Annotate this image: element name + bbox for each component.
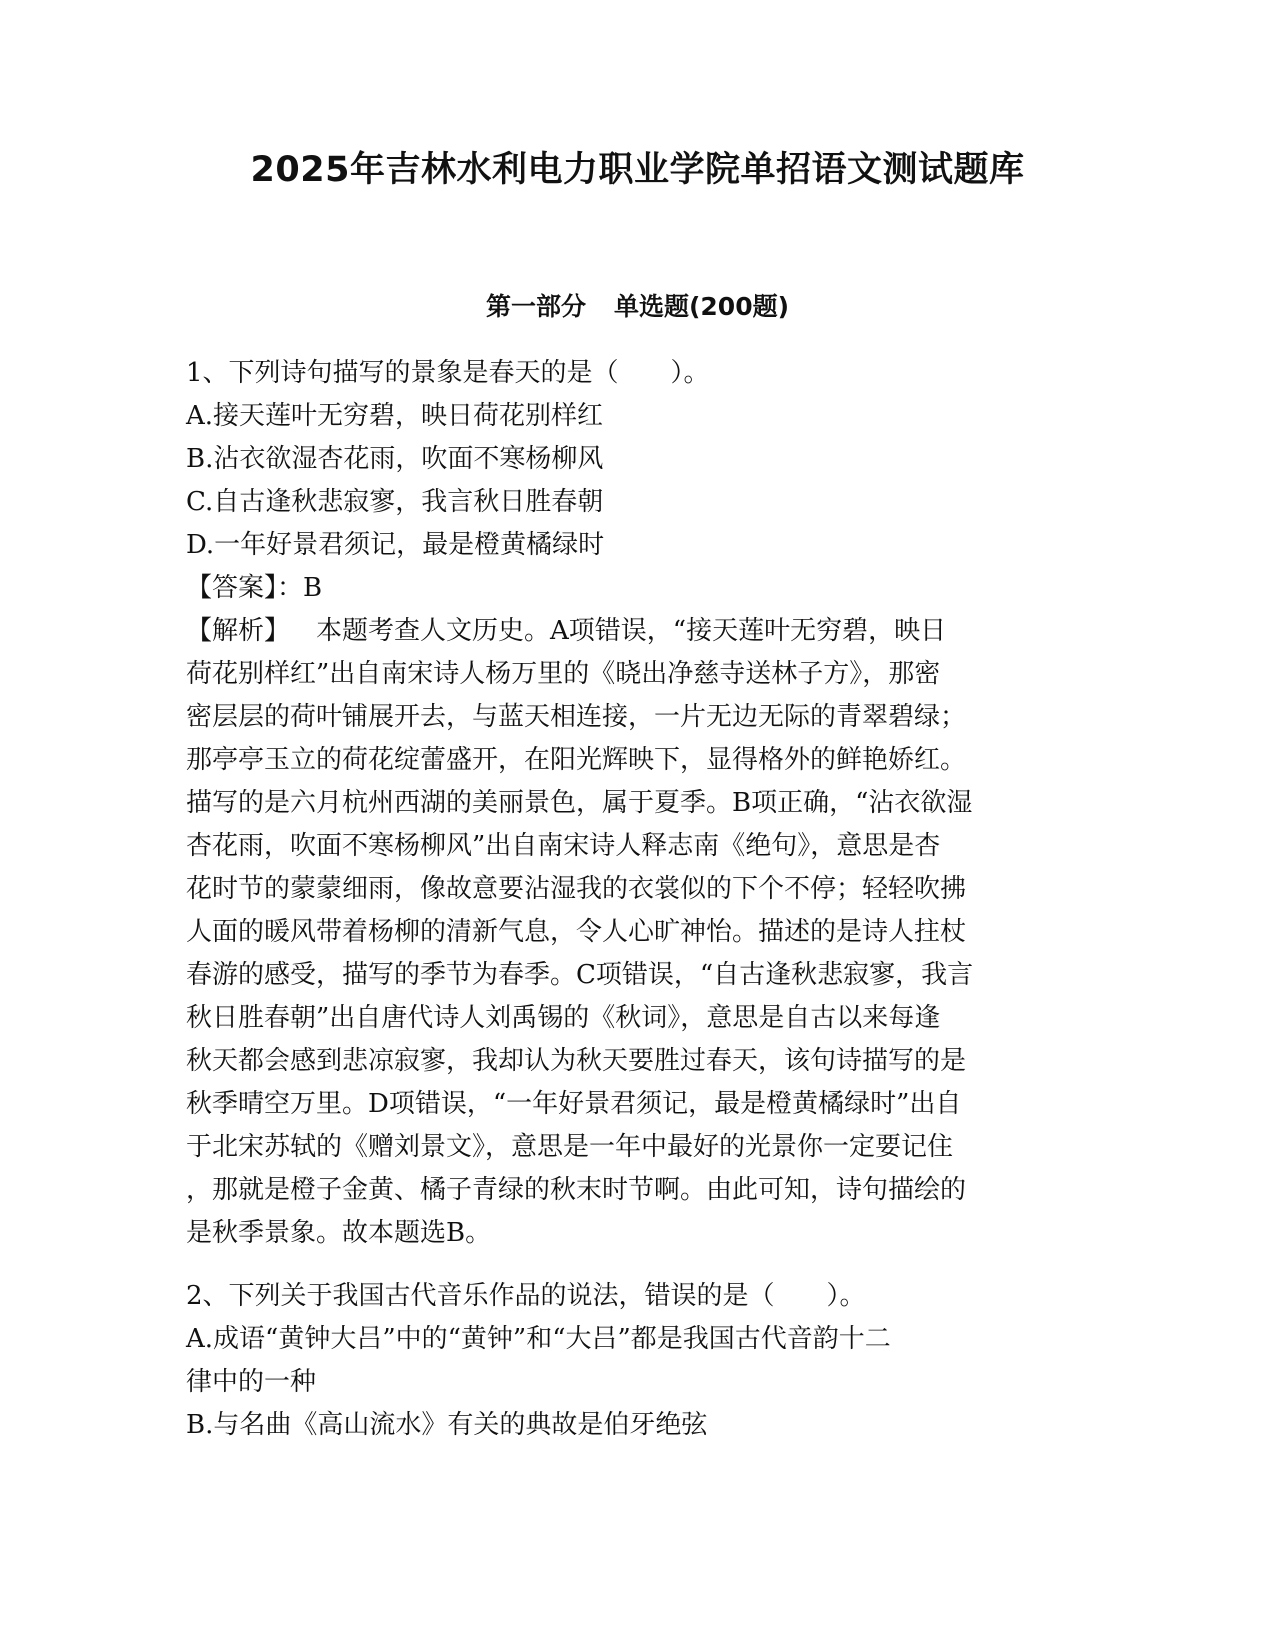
document-title: 2025年吉林水利电力职业学院单招语文测试题库	[250, 150, 1025, 190]
section-label: 第一部分	[485, 292, 586, 321]
analysis-line: 人面的暖风带着杨柳的清新气息，令人心旷神怡。描述的是诗人拄杖	[186, 917, 967, 947]
option-b: B.沾衣欲湿杏花雨，吹面不寒杨柳风	[186, 444, 604, 474]
answer-value: B	[303, 573, 323, 603]
analysis-line: 秋天都会感到悲凉寂寥，我却认为秋天要胜过春天，该句诗描写的是	[186, 1046, 967, 1076]
option-b: B.与名曲《高山流水》有关的典故是伯牙绝弦	[186, 1410, 708, 1440]
analysis-line: 荷花别样红”出自南宋诗人杨万里的《晓出净慈寺送林子方》，那密	[186, 659, 941, 689]
analysis-label: 【解析】	[186, 616, 291, 646]
analysis-line	[186, 610, 1086, 653]
question-1	[186, 352, 1086, 1255]
answer-label: 【答案】：	[186, 573, 304, 603]
analysis-line: 秋季晴空万里。D项错误，“一年好景君须记，最是橙黄橘绿时”出自	[186, 1089, 962, 1119]
analysis-line: 是秋季景象。故本题选B。	[186, 1218, 492, 1248]
analysis-line: 花时节的蒙蒙细雨，像故意要沾湿我的衣裳似的下个不停；轻轻吹拂	[186, 874, 967, 904]
question-2	[186, 1275, 1086, 1447]
analysis-line: 于北宋苏轼的《赠刘景文》，意思是一年中最好的光景你一定要记住	[186, 1132, 954, 1162]
question-spacer	[186, 1255, 1086, 1275]
answer-line	[186, 567, 1086, 610]
option-a: A.接天莲叶无穷碧，映日荷花别样红	[186, 401, 604, 431]
analysis-line: 那亭亭玉立的荷花绽蕾盛开，在阳光辉映下，显得格外的鲜艳娇红。	[186, 745, 967, 775]
analysis-line: 春游的感受，描写的季节为春季。C项错误，“自古逢秋悲寂寥，我言	[186, 960, 974, 990]
question-stem: 1、下列诗句描写的景象是春天的是（ ）。	[186, 358, 710, 388]
section-heading	[0, 290, 1275, 324]
option-a-continued: 律中的一种	[186, 1367, 317, 1397]
analysis-line: 秋日胜春朝”出自唐代诗人刘禹锡的《秋词》，意思是自古以来每逢	[186, 1003, 941, 1033]
analysis-text: 本题考查人文历史。A项错误，“接天莲叶无穷碧，映日	[316, 616, 947, 646]
analysis-line: 杏花雨，吹面不寒杨柳风”出自南宋诗人释志南《绝句》，意思是杏	[186, 831, 941, 861]
option-c: C.自古逢秋悲寂寥，我言秋日胜春朝	[186, 487, 604, 517]
analysis-line: 描写的是六月杭州西湖的美丽景色，属于夏季。B项正确，“沾衣欲湿	[186, 788, 973, 818]
section-name: 单选题(200题)	[613, 292, 790, 321]
option-a: A.成语“黄钟大吕”中的“黄钟”和“大吕”都是我国古代音韵十二	[186, 1324, 891, 1354]
question-list	[186, 352, 1086, 1447]
option-d: D.一年好景君须记，最是橙黄橘绿时	[186, 530, 605, 560]
question-stem: 2、下列关于我国古代音乐作品的说法，错误的是（ ）。	[186, 1281, 866, 1311]
analysis-line: ，那就是橙子金黄、橘子青绿的秋末时节啊。由此可知，诗句描绘的	[186, 1175, 967, 1205]
analysis-line: 密层层的荷叶铺展开去，与蓝天相连接，一片无边无际的青翠碧绿；	[186, 702, 967, 732]
